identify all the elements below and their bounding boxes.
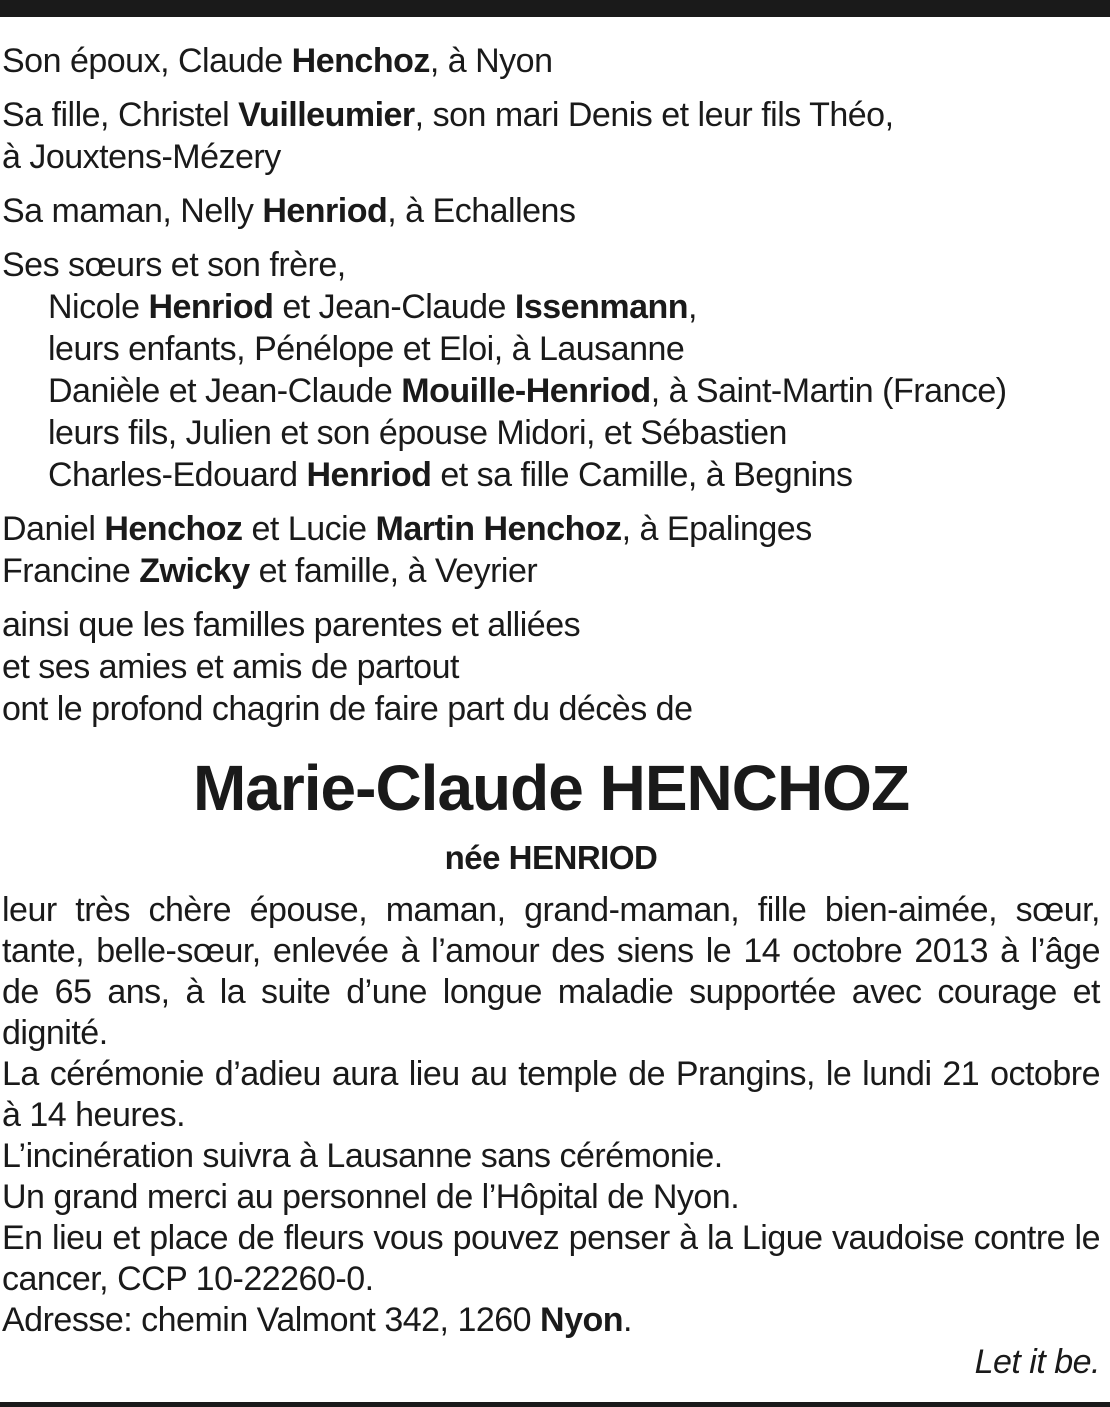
family-line-daniel: Daniel Henchoz et Lucie Martin Henchoz, à Epalinges	[2, 510, 812, 548]
top-rule	[0, 0, 1110, 17]
closing-quote: Let it be.	[974, 1343, 1100, 1381]
family-line-francine: Francine Zwicky et famille, à Veyrier	[2, 552, 538, 590]
sibling-line-daniele: Danièle et Jean-Claude Mouille-Henriod, à Saint-Martin (France)	[48, 372, 1007, 410]
donation-paragraph: En lieu et place de fleurs vous pouvez penser à la Ligue vaudoise contre le cancer, CCP 10-22260-0.	[2, 1219, 1100, 1298]
sibling-line-nicole: Nicole Henriod et Jean-Claude Issenmann,	[48, 288, 697, 326]
family-line-mother: Sa maman, Nelly Henriod, à Echallens	[2, 192, 576, 230]
family-line-siblings-intro: Ses sœurs et son frère,	[2, 246, 346, 284]
incineration-paragraph: L’incinération suivra à Lausanne sans cérémonie.	[2, 1137, 723, 1175]
family-line-daughter: Sa fille, Christel Vuilleumier, son mari Denis et leur fils Théo,	[2, 96, 894, 134]
maiden-name: née HENRIOD	[444, 839, 658, 876]
sibling-line-charles: Charles-Edouard Henriod et sa fille Camille, à Begnins	[48, 456, 853, 494]
notice-content	[2, 40, 1100, 1383]
deceased-name: Marie-Claude HENCHOZ	[192, 752, 910, 824]
bottom-rule	[0, 1402, 1110, 1407]
ceremony-paragraph: La cérémonie d’adieu aura lieu au temple de Prangins, le lundi 21 octobre à 14 heures.	[2, 1055, 1100, 1134]
thanks-paragraph: Un grand merci au personnel de l’Hôpital de Nyon.	[2, 1178, 740, 1216]
intro-line-2: et ses amies et amis de partout	[2, 648, 459, 686]
family-line-daughter-place: à Jouxtens-Mézery	[2, 138, 281, 176]
intro-line-3: ont le profond chagrin de faire part du décès de	[2, 690, 693, 728]
address-line: Adresse: chemin Valmont 342, 1260 Nyon.	[2, 1301, 632, 1339]
sibling-line-daniele-children: leurs fils, Julien et son épouse Midori, et Sébastien	[48, 414, 787, 452]
sibling-line-nicole-children: leurs enfants, Pénélope et Eloi, à Lausanne	[48, 330, 685, 368]
family-line-husband: Son époux, Claude Henchoz, à Nyon	[2, 42, 553, 80]
intro-line-1: ainsi que les familles parentes et alliées	[2, 606, 581, 644]
tribute-paragraph: leur très chère épouse, maman, grand-maman, fille bien-aimée, sœur, tante, belle-sœur, enlevée à l’amour des siens le 14 octobre 2013 à l’âge de 65 ans, à la suite d’une longue maladie supportée avec courage et dignité.	[2, 891, 1100, 1052]
